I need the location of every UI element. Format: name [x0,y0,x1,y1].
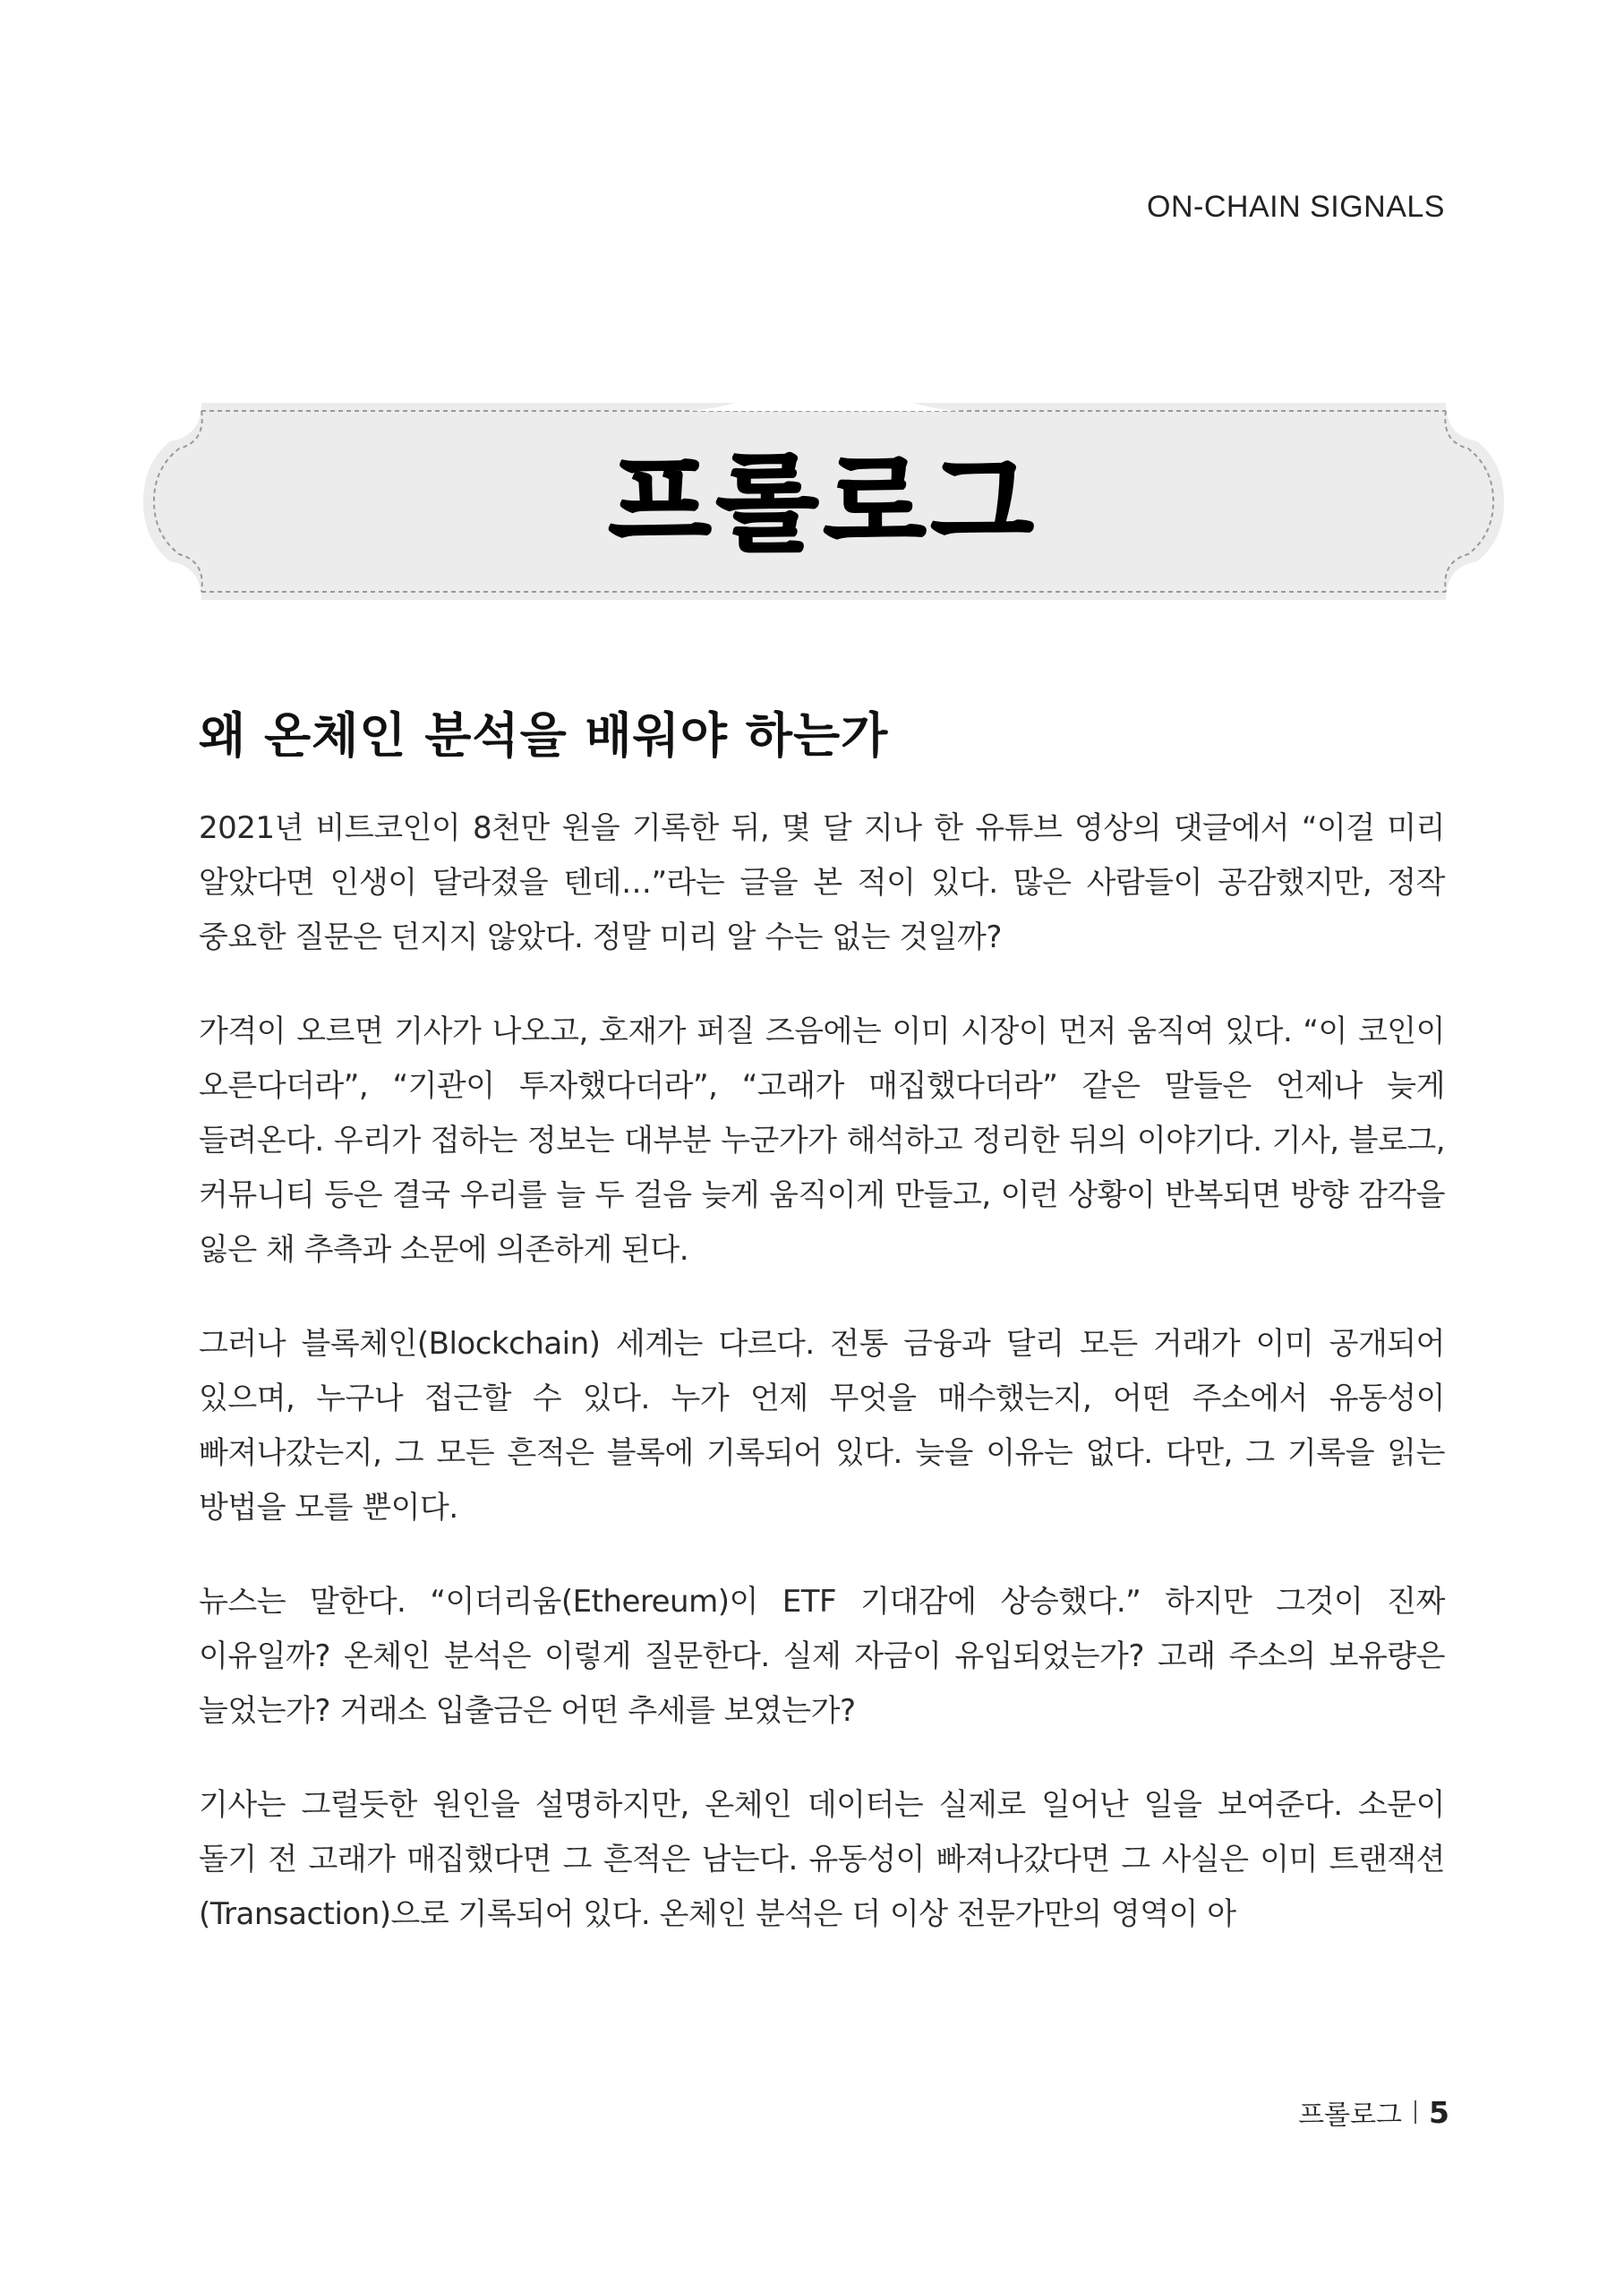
running-header: ON-CHAIN SIGNALS [1147,190,1445,224]
page-number: 5 [1429,2094,1449,2130]
paragraph: 그러나 블록체인(Blockchain) 세계는 다르다. 전통 금융과 달리 모든 거래가 이미 공개되어 있으며, 누구나 접근할 수 있다. 누가 언제 무엇을 매수했는지, 어떤 주소에서 유동성이 빠져나갔는지, 그 모든 흔적은 블록에 기록되어 있다. 늦을 이유는 없다. 다만, 그 기록을 읽는 방법을 모를 뿐이다. [199,1326,1445,1526]
chapter-banner [143,398,1504,604]
page-footer [1298,2092,1449,2132]
footer-section-label: 프롤로그 [1298,2100,1403,2131]
section-heading: 왜 온체인 분석을 배워야 하는가 [199,707,889,764]
footer-divider [1415,2100,1416,2124]
paragraph: 뉴스는 말한다. “이더리움(Ethereum)이 ETF 기대감에 상승했다.” 하지만 그것이 진짜 이유일까? 온체인 분석은 이렇게 질문한다. 실제 자금이 유입되었는가? 고래 주소의 보유량은 늘었는가? 거래소 입출금은 어떤 추세를 보였는가? [199,1584,1445,1729]
paragraph: 2021년 비트코인이 8천만 원을 기록한 뒤, 몇 달 지나 한 유튜브 영상의 댓글에서 “이걸 미리 알았다면 인생이 달라졌을 텐데…”라는 글을 본 적이 있다. 많은 사람들이 공감했지만, 정작 중요한 질문은 던지지 않았다. 정말 미리 알 수는 없는 것일까? [199,810,1445,955]
chapter-title: 프롤로그 [609,441,1039,565]
paragraph: 가격이 오르면 기사가 나오고, 호재가 퍼질 즈음에는 이미 시장이 먼저 움직여 있다. “이 코인이 오른다더라”, “기관이 투자했다더라”, “고래가 매집했다더라” 같은 말들은 언제나 늦게 들려온다. 우리가 접하는 정보는 대부분 누군가가 해석하고 정리한 뒤의 이야기다. 기사, 블로그, 커뮤니티 등은 결국 우리를 늘 두 걸음 늦게 움직이게 만들고, 이런 상황이 반복되면 방향 감각을 잃은 채 추측과 소문에 의존하게 된다. [199,1013,1445,1268]
paragraph: 기사는 그럴듯한 원인을 설명하지만, 온체인 데이터는 실제로 일어난 일을 보여준다. 소문이 돌기 전 고래가 매집했다면 그 흔적은 남는다. 유동성이 빠져나갔다면 그 사실은 이미 트랜잭션(Transaction)으로 기록되어 있다. 온체인 분석은 더 이상 전문가만의 영역이 아 [199,1787,1445,1932]
body-text [199,801,1445,1981]
